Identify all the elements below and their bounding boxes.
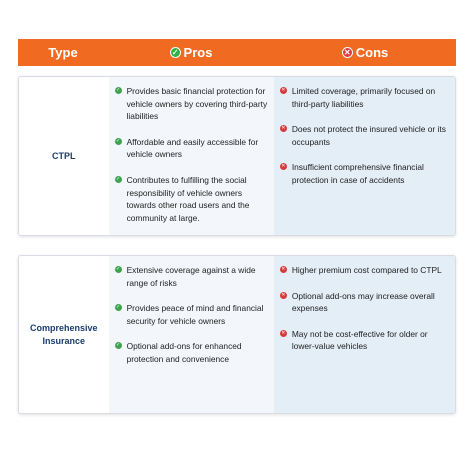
header-pros-label: Pros [183,45,213,60]
row-card-comprehensive [18,255,456,414]
pro-item [115,85,268,123]
x-circle-icon: ✕ [342,47,353,58]
con-item [280,85,449,110]
pro-item [115,174,268,224]
con-text: Insufficient comprehensive financial protection in case of accidents [291,162,424,185]
check-circle-icon: ✓ [115,175,121,182]
con-text: Limited coverage, primarily focused on third-party liabilities [291,86,436,109]
con-text: May not be cost-effective for older or lower-value vehicles [291,328,428,352]
x-circle-icon: ✕ [281,291,286,298]
header-cons [274,45,456,60]
pro-item [115,264,268,289]
check-circle-icon: ✓ [115,87,121,93]
pro-item [115,136,268,161]
pro-text: Affordable and easily accessible for vehicle owners [126,136,259,160]
check-circle-icon: ✓ [115,342,121,349]
pro-text: Optional add-ons for enhanced protection and convenience [126,341,242,364]
pros-cell [109,256,274,413]
check-circle-icon: ✓ [115,304,121,311]
x-circle-icon: ✕ [281,266,286,272]
table-header [18,39,456,66]
x-circle-icon: ✕ [281,125,286,132]
pro-item [115,302,268,327]
con-item [280,290,449,315]
pro-text: Provides basic financial protection for vehicle owners by covering third-party liabilities [126,86,268,122]
row-type: Comprehensive Insurance [19,256,109,413]
cons-cell [274,77,455,235]
x-circle-icon: ✕ [281,163,286,170]
header-pros [108,45,274,60]
con-text: Does not protect the insured vehicle or its occupants [291,124,446,147]
check-circle-icon: ✓ [115,137,121,144]
x-circle-icon: ✕ [281,87,286,93]
con-item [280,328,449,353]
pros-cell [109,77,274,235]
x-circle-icon: ✕ [281,329,286,336]
con-text: Optional add-ons may increase overall expenses [291,290,435,314]
check-circle-icon: ✓ [115,266,121,272]
cons-cell [274,256,455,413]
check-circle-icon: ✓ [170,47,181,58]
con-item [280,161,449,186]
header-cons-label: Cons [355,45,389,60]
con-text: Higher premium cost compared to CTPL [291,265,442,275]
con-item [280,123,449,148]
pro-text: Extensive coverage against a wide range of risks [126,265,256,288]
header-type: Type [48,45,78,60]
row-card-ctpl [18,76,456,236]
pro-text: Provides peace of mind and financial security for vehicle owners [126,303,264,326]
pro-item [115,340,268,365]
con-item [280,264,449,277]
pro-text: Contributes to fulfilling the social responsibility of vehicle owners towards other road users and the community at large. [126,174,250,223]
row-type: CTPL [19,77,109,235]
